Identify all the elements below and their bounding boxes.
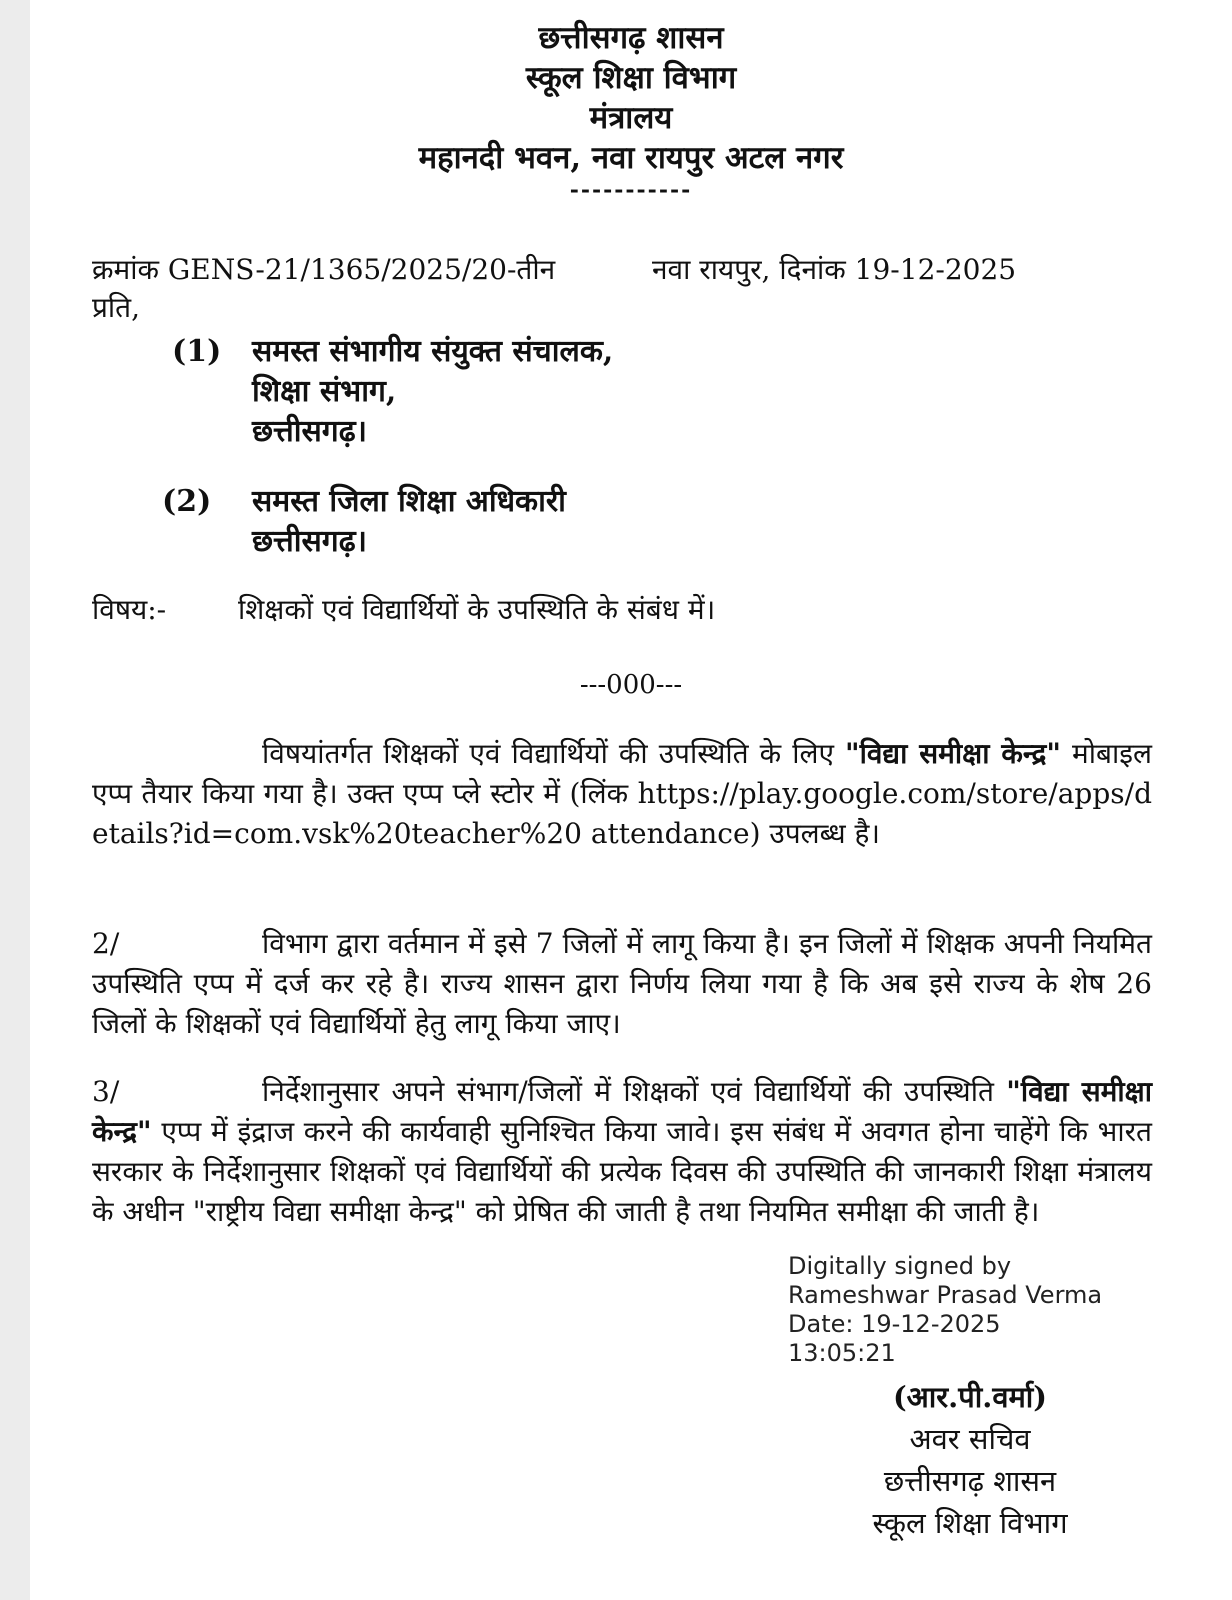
letter-header — [30, 18, 1232, 202]
header-divider: ----------- — [569, 177, 693, 203]
left-margin-strip — [0, 0, 30, 1600]
recipient-line: समस्त जिला शिक्षा अधिकारी — [252, 484, 566, 519]
header-government: छत्तीसगढ़ शासन — [538, 20, 724, 56]
paragraph-text: निर्देशानुसार अपने संभाग/जिलों में शिक्षकों एवं विद्यार्थियों की उपस्थिति — [262, 1075, 1007, 1108]
digital-signature-time: 13:05:21 — [788, 1339, 896, 1367]
section-separator: ---000--- — [579, 670, 683, 700]
place-date: नवा रायपुर, दिनांक 19-12-2025 — [652, 253, 1017, 286]
recipient-number: (1) — [172, 334, 222, 369]
paragraph-text: विषयांतर्गत शिक्षकों एवं विद्यार्थियों की उपस्थिति के लिए — [262, 737, 846, 770]
subject-text: शिक्षकों एवं विद्यार्थियों के उपस्थिति के संबंध में। — [238, 593, 716, 626]
recipient-line: छत्तीसगढ़। — [252, 524, 367, 559]
signatory-department: स्कूल शिक्षा विभाग — [872, 1506, 1068, 1540]
addressed-to-label: प्रति, — [92, 291, 141, 324]
paragraph-text: एप्प में इंद्राज करने की कार्यवाही सुनिश्चित किया जावे। इस संबंध में अवगत होना चाहेंगे कि भारत सरकार के निर्देशानुसार शिक्षकों एवं विद्यार्थियों की प्रत्येक दिवस की उपस्थिति की जानकारी शिक्षा मंत्रालय के अधीन "राष्ट्रीय विद्या समीक्षा केन्द्र" को प्रेषित की जाती है तथा नियमित समीक्षा की जाती है। — [92, 1115, 1152, 1228]
signatory-name: (आर.पी.वर्मा) — [892, 1380, 1048, 1414]
recipient-number: (2) — [162, 484, 212, 519]
paragraph-2 — [92, 924, 1152, 1044]
recipient-line: छत्तीसगढ़। — [252, 414, 367, 449]
header-ministry: मंत्रालय — [589, 100, 673, 136]
header-address: महानदी भवन, नवा रायपुर अटल नगर — [418, 140, 844, 176]
header-department: स्कूल शिक्षा विभाग — [525, 60, 737, 96]
paragraph-text: मोबाइल एप्प तैयार किया गया है। उक्त एप्प प्ले स्टोर में (लिंक — [92, 737, 1153, 810]
digital-signature-line: Digitally signed by — [788, 1252, 1012, 1280]
digital-signature-block — [788, 1252, 1102, 1368]
app-name: "विद्या समीक्षा केन्द्र" — [92, 1075, 1152, 1148]
paragraph-1 — [92, 734, 1152, 854]
paragraph-number: 2/ — [92, 927, 120, 960]
letter-page — [30, 0, 1232, 1600]
signatory-block — [810, 1376, 1130, 1544]
paragraph-3 — [92, 1072, 1152, 1232]
recipient-line: समस्त संभागीय संयुक्त संचालक, — [252, 334, 614, 369]
paragraph-text: ) उपलब्ध है। — [749, 817, 881, 850]
app-name: "विद्या समीक्षा केन्द्र" — [845, 737, 1061, 770]
signatory-org: छत्तीसगढ़ शासन — [883, 1464, 1057, 1498]
reference-row — [92, 252, 1152, 288]
play-store-link[interactable]: https://play.google.com/store/apps/details?id=com.vsk%20teacher%20 attendance — [92, 777, 1152, 850]
paragraph-number: 3/ — [92, 1075, 120, 1108]
signatory-designation: अवर सचिव — [909, 1422, 1031, 1456]
reference-number: क्रमांक GENS-21/1365/2025/20-तीन — [92, 253, 556, 286]
recipient-line: शिक्षा संभाग, — [252, 374, 397, 409]
paragraph-text: विभाग द्वारा वर्तमान में इसे 7 जिलों में लागू किया है। इन जिलों में शिक्षक अपनी नियमित उपस्थिति एप्प में दर्ज कर रहे है। राज्य शासन द्वारा निर्णय लिया गया है कि अब इसे राज्य के शेष 26 जिलों के शिक्षकों एवं विद्यार्थियों हेतु लागू किया जाए। — [92, 927, 1152, 1040]
digital-signature-signer: Rameshwar Prasad Verma — [788, 1281, 1103, 1309]
digital-signature-date: Date: 19-12-2025 — [788, 1310, 1001, 1338]
subject-label: विषय:- — [92, 593, 167, 626]
